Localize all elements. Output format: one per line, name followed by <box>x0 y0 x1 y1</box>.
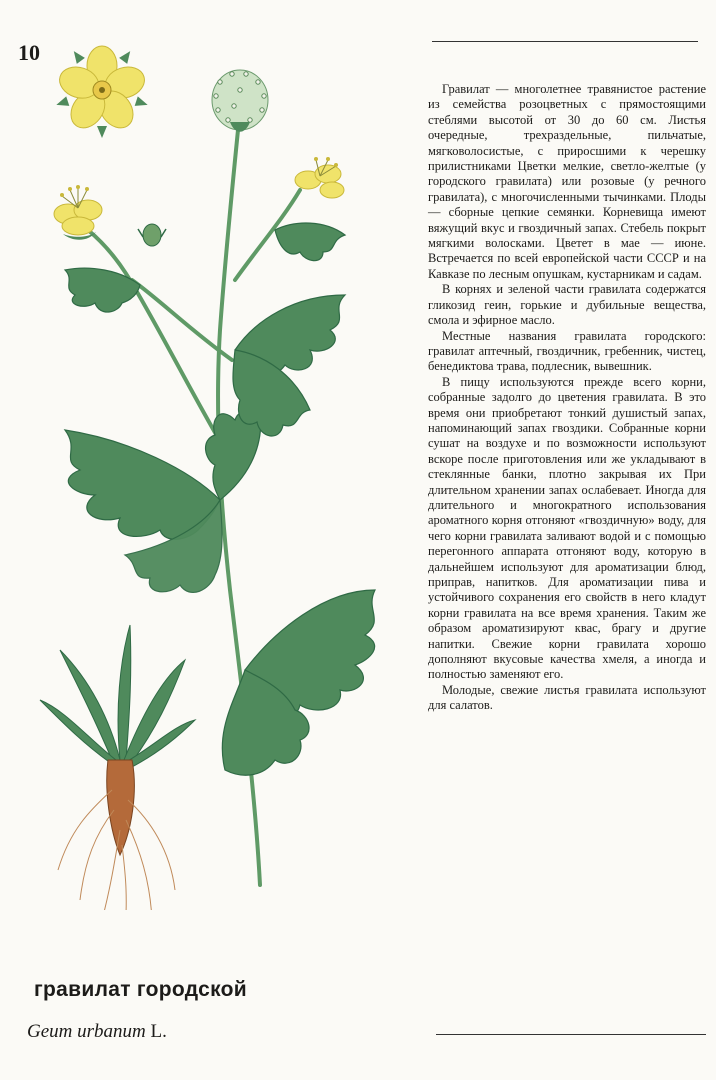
article-paragraph: Местные названия гравилата городского: гравилат аптечный, гвоздичник, гребенник, чистец, бенедиктова трава, подлесник, вывешник. <box>428 328 706 374</box>
article-paragraph: В пищу используются прежде всего корни, собранные задолго до цветения гравилата. В это время они приобретают тонкий душистый запах, напоминающий запах гвоздики. Собранные корни сушат на воздухе и по возможности используют вскоре после приготовления или же укладывают в стеклянные банки, плотно закрывая их При длительном хранении запах ослабевает. Иногда для длительного и многократного использования ароматного корня отгоняют «гвоздичную» воду, для чего корни гравилата заливают водой и с помощью перегонного аппарата отгоняют воду, которую в дальнейшем используют для ароматизации блюд, приправ, напитков. Для ароматизации пива и устойчивого сохранения его свойств в него кладут корни гравилата на все время хранения. Таким же образом ароматизируют квас, брагу и другие напитки. Свежие корни гравилата хорошо дополняют вкусовые качества хмеля, а иногда и полностью заменяют его. <box>428 374 706 682</box>
seedhead <box>212 70 268 132</box>
flower-bud <box>138 224 166 246</box>
top-rule <box>432 41 698 42</box>
latin-author: L. <box>150 1021 167 1042</box>
flower-left <box>54 185 102 240</box>
bottom-rule <box>436 1034 706 1035</box>
latin-binomial: Geum urbanum <box>27 1021 146 1042</box>
page-number: 10 <box>18 40 40 65</box>
plant-common-name: гравилат городской <box>34 978 247 1001</box>
article-paragraph: Гравилат — многолетнее травянистое растение из семейства розоцветных с прямостоящими стеблями высотой от 30 до 60 см. Листья очередные, трехраздельные, пильчатые, мягковолосистые, с приросшими к черешку прилистниками Цветки мелкие, светло-желтые (у городского гравилата) или розовые (у речного гравилата), с многочисленными тычинками. Плоды — сборные цепкие семянки. Корневища имеют вяжущий вкус и гвоздичный запах. Стебель покрыт мягкими волосками. Цветет в мае — июне. Встречается по всей европейской части СССР и на Кавказе по лесным опушкам, кустарникам и садам. <box>428 82 706 281</box>
flower-large <box>55 46 149 138</box>
root-rosette <box>40 625 195 910</box>
flower-right <box>295 157 344 198</box>
article-text <box>428 82 706 714</box>
article-paragraph: Молодые, свежие листья гравилата используют для салатов. <box>428 682 706 713</box>
plant-latin-name <box>27 1021 167 1043</box>
plant-illustration <box>20 30 400 910</box>
article-paragraph: В корнях и зеленой части гравилата содержатся гликозид геин, горькие и дубильные вещества, смола и эфирное масло. <box>428 282 706 328</box>
